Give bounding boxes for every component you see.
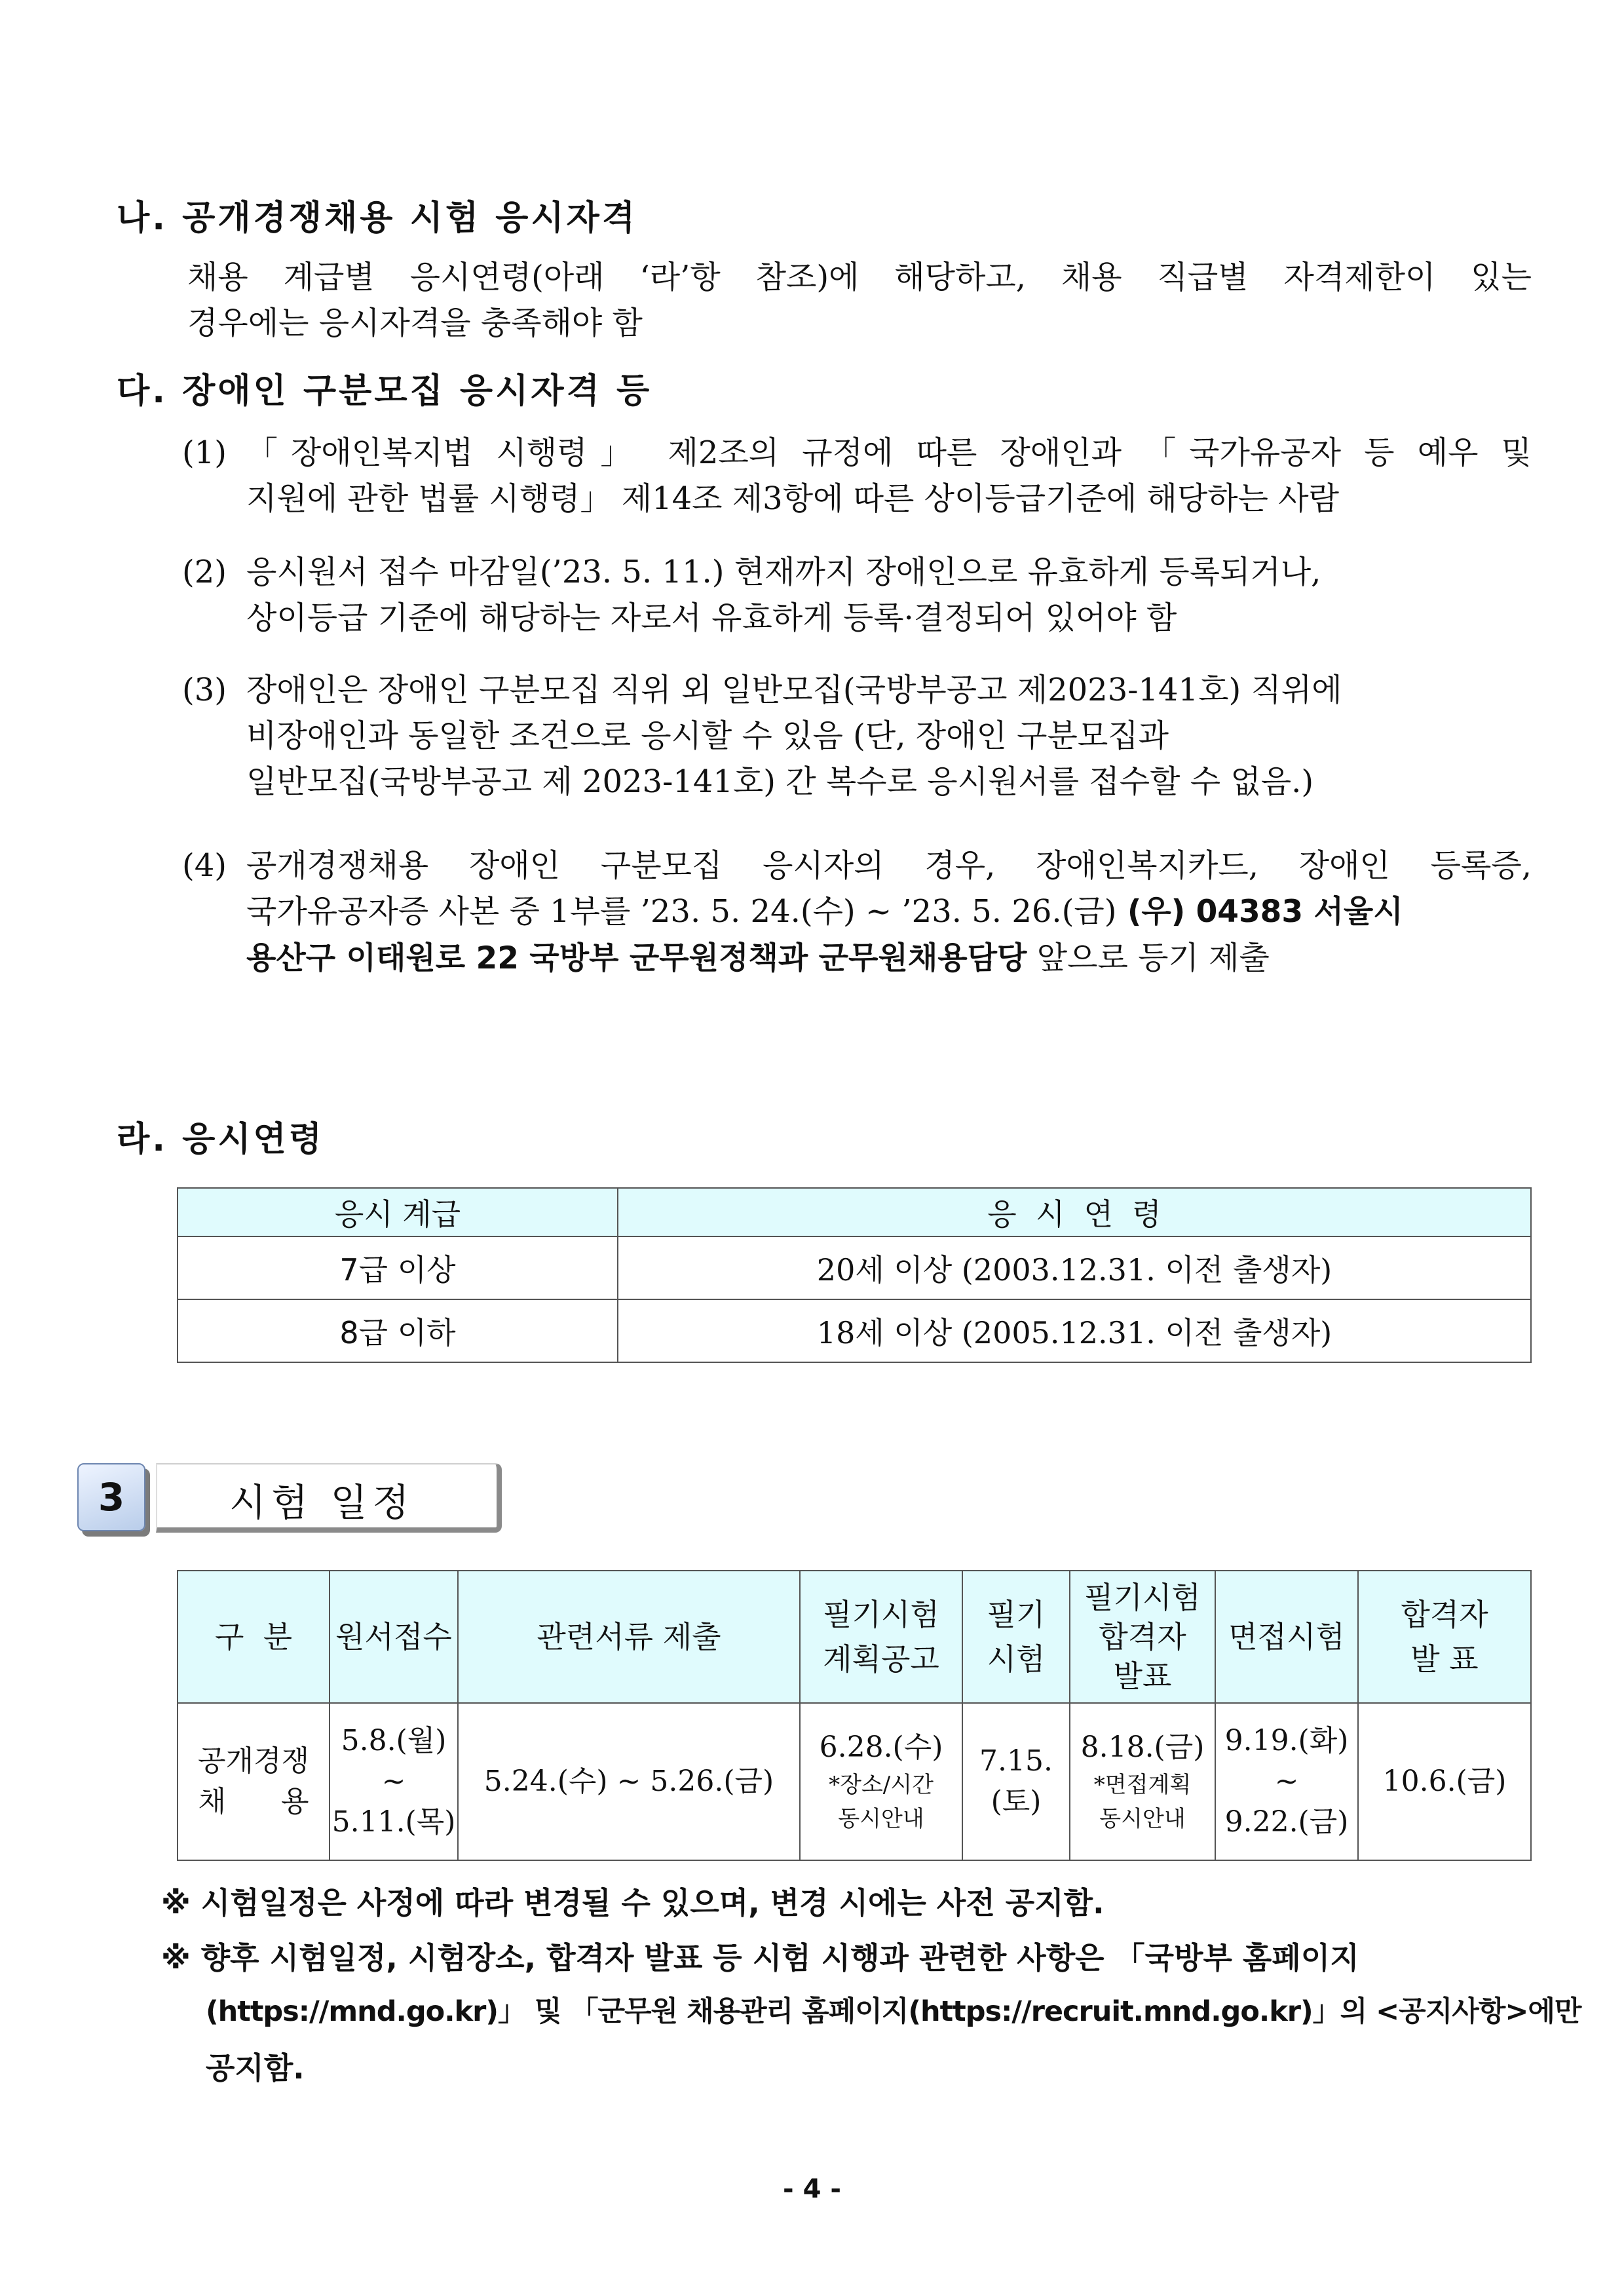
age-table-header-row <box>178 1188 1531 1236</box>
da-item-4-line-3-plain: 앞으로 등기 제출 <box>1027 940 1270 976</box>
schedule-written-result-cell <box>1070 1703 1215 1860</box>
schedule-note-2: ※ 향후 시험일정, 시험장소, 합격자 발표 등 시험 시행과 관련한 사항은 「국방부 홈페이지 <box>161 1940 1359 1976</box>
schedule-written-cell: 7.15.(토) <box>962 1703 1070 1860</box>
schedule-header-row <box>178 1571 1531 1703</box>
da-item-3-number: (3) <box>182 672 227 708</box>
page-number: - 4 - <box>783 2174 841 2204</box>
schedule-header-final-2: 발 표 <box>1410 1641 1479 1677</box>
da-item-4 <box>182 843 1532 982</box>
section-na-line-2: 경우에는 응시자격을 충족해야 함 <box>187 305 643 341</box>
schedule-header-written-result-1: 필기시험 <box>1084 1580 1201 1615</box>
da-item-1 <box>182 430 1532 522</box>
age-table-age-cell: 18세 이상 (2005.12.31. 이전 출생자) <box>618 1299 1531 1362</box>
da-item-3-line-2: 비장애인과 동일한 조건으로 응시할 수 있음 (단, 장애인 구분모집과 <box>246 718 1169 754</box>
section-ra-heading: 라. 응시연령 <box>117 1120 325 1159</box>
schedule-header-written-result-3: 발표 <box>1113 1658 1172 1694</box>
schedule-header-final <box>1358 1571 1531 1703</box>
schedule-header-final-1: 합격자 <box>1401 1597 1488 1632</box>
da-item-3 <box>182 667 1532 805</box>
age-table-header-grade: 응시 계급 <box>178 1188 618 1236</box>
schedule-header-written <box>962 1571 1070 1703</box>
age-table-grade-cell: 8급 이하 <box>178 1299 618 1362</box>
section-da-heading: 다. 장애인 구분모집 응시자격 등 <box>117 372 652 411</box>
schedule-documents-cell: 5.24.(수) ~ 5.26.(금) <box>458 1703 800 1860</box>
schedule-written-result-note-1: *면접계획 <box>1093 1772 1192 1798</box>
table-row <box>178 1703 1531 1860</box>
schedule-application-start: 5.8.(월) <box>341 1724 447 1757</box>
schedule-application-cell <box>330 1703 458 1860</box>
schedule-interview-end: 9.22.(금) <box>1224 1805 1349 1839</box>
schedule-application-tilde: ~ <box>381 1765 406 1798</box>
section-na-line-1: 채용 계급별 응시연령(아래 ‘라’항 참조)에 해당하고, 채용 직급별 자격제한이 있는 <box>187 259 1532 296</box>
da-item-1-line-2: 지원에 관한 법률 시행령」 제14조 제3항에 따른 상이등급기준에 해당하는 사람 <box>246 480 1339 517</box>
da-item-3-line-1: 장애인은 장애인 구분모집 직위 외 일반모집(국방부공고 제2023-141호) 직위에 <box>246 672 1342 708</box>
schedule-header-written-1: 필기 <box>987 1597 1046 1632</box>
schedule-interview-cell <box>1215 1703 1358 1860</box>
schedule-header-category: 구 분 <box>178 1571 330 1703</box>
schedule-written-result-date: 8.18.(금) <box>1080 1731 1205 1764</box>
da-item-4-number: (4) <box>182 847 227 884</box>
schedule-header-written-notice-1: 필기시험 <box>823 1597 939 1632</box>
da-item-2-line-2: 상이등급 기준에 해당하는 자로서 유효하게 등록·결정되어 있어야 함 <box>246 600 1177 636</box>
table-row <box>178 1236 1531 1299</box>
schedule-final-cell: 10.6.(금) <box>1358 1703 1531 1860</box>
schedule-category-2: 채 용 <box>198 1785 309 1818</box>
section-na-heading: 나. 공개경쟁채용 시험 응시자격 <box>117 199 638 238</box>
da-item-4-address-2: 용산구 이태원로 22 국방부 군무원정책과 군무원채용담당 <box>246 940 1027 976</box>
da-item-2 <box>182 549 1532 641</box>
schedule-header-written-notice <box>800 1571 962 1703</box>
schedule-header-written-notice-2: 계획공고 <box>823 1641 939 1677</box>
schedule-table <box>177 1570 1532 1861</box>
da-item-1-number: (1) <box>182 434 227 471</box>
schedule-application-end: 5.11.(목) <box>331 1805 456 1839</box>
da-item-4-line-2 <box>246 889 1532 935</box>
schedule-interview-tilde: ~ <box>1274 1765 1299 1798</box>
age-table-grade-cell: 7급 이상 <box>178 1236 618 1299</box>
da-item-4-address-1: (우) 04383 서울시 <box>1116 894 1403 930</box>
da-item-2-number: (2) <box>182 554 227 590</box>
age-table-header-age: 응 시 연 령 <box>618 1188 1531 1236</box>
section-3-title: 시험 일정 <box>229 1480 415 1525</box>
schedule-note-3: (https://mnd.go.kr)」 및 「군무원 채용관리 홈페이지(https://recruit.mnd.go.kr)」의 <공지사항>에만 <box>206 1995 1581 2028</box>
da-item-1-line-1: 「장애인복지법 시행령」 제2조의 규정에 따른 장애인과 「국가유공자 등 예우 및 <box>246 434 1532 471</box>
schedule-header-written-2: 시험 <box>987 1641 1046 1677</box>
schedule-written-notice-note-1: *장소/시간 <box>829 1772 934 1798</box>
schedule-category-1: 공개경쟁 <box>197 1744 309 1778</box>
age-table-age-cell: 20세 이상 (2003.12.31. 이전 출생자) <box>618 1236 1531 1299</box>
schedule-header-interview: 면접시험 <box>1215 1571 1358 1703</box>
schedule-written-notice-note-2: 동시안내 <box>838 1806 924 1832</box>
section-3-number-badge: 3 <box>77 1463 145 1531</box>
schedule-note-1: ※ 시험일정은 사정에 따라 변경될 수 있으며, 변경 시에는 사전 공지함. <box>161 1885 1105 1921</box>
da-item-3-line-3: 일반모집(국방부공고 제 2023-141호) 간 복수로 응시원서를 접수할 수 없음.) <box>246 763 1314 800</box>
schedule-written-result-note-2: 동시안내 <box>1099 1806 1186 1832</box>
schedule-header-written-result <box>1070 1571 1215 1703</box>
age-table <box>177 1187 1532 1363</box>
schedule-written-notice-cell <box>800 1703 962 1860</box>
schedule-category-cell <box>178 1703 330 1860</box>
da-item-4-line-3 <box>246 935 1532 982</box>
table-row <box>178 1299 1531 1362</box>
section-na-body <box>187 254 1532 346</box>
da-item-2-line-1: 응시원서 접수 마감일(’23. 5. 11.) 현재까지 장애인으로 유효하게 등록되거나, <box>246 554 1321 590</box>
schedule-note-4: 공지함. <box>206 2050 305 2086</box>
da-item-4-line-1: 공개경쟁채용 장애인 구분모집 응시자의 경우, 장애인복지카드, 장애인 등록증, <box>246 847 1532 884</box>
schedule-header-documents: 관련서류 제출 <box>458 1571 800 1703</box>
da-item-4-line-2-plain: 국가유공자증 사본 중 1부를 ’23. 5. 24.(수) ~ ’23. 5. 26.(금) <box>246 893 1117 930</box>
schedule-written-notice-date: 6.28.(수) <box>819 1731 943 1764</box>
schedule-header-written-result-2: 합격자 <box>1099 1619 1186 1655</box>
schedule-interview-start: 9.19.(화) <box>1224 1724 1349 1757</box>
schedule-header-application: 원서접수 <box>330 1571 458 1703</box>
